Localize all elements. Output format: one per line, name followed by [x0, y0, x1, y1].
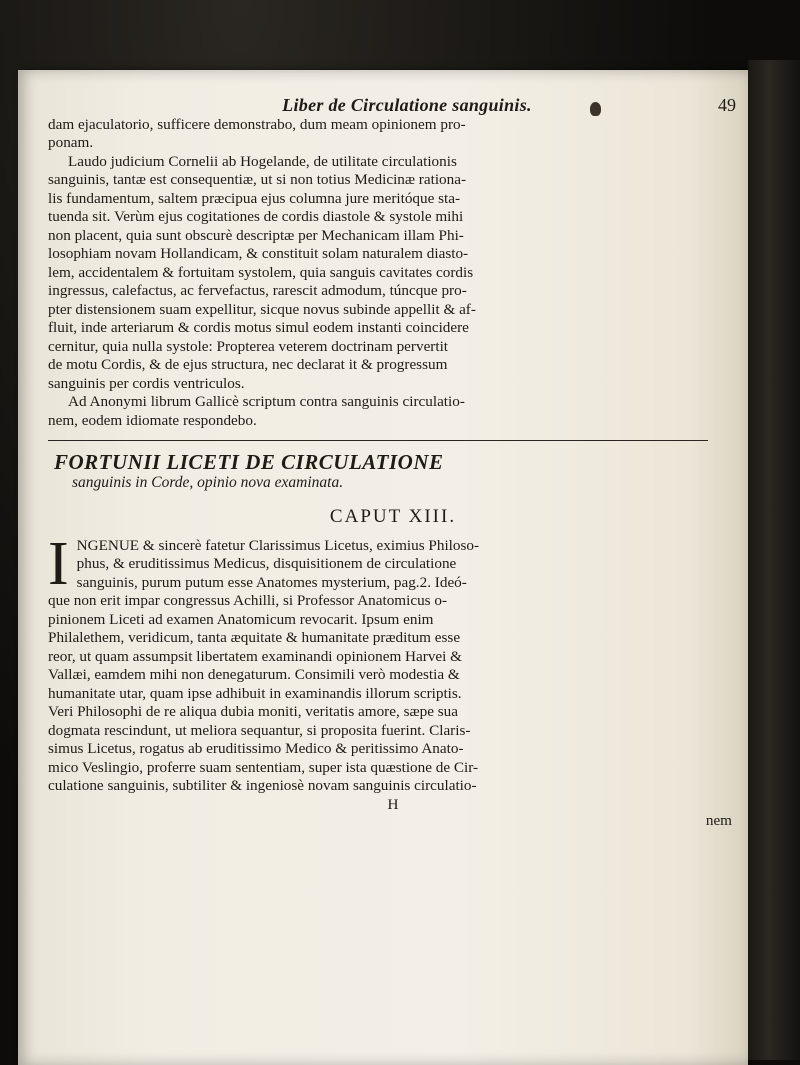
text-line: phus, & eruditissimus Medicus, disquisitionem de circulatione	[76, 555, 457, 572]
text-line: culatione sanguinis, subtiliter & ingeniosè novam sanguinis circulatio-	[48, 777, 477, 794]
text-line: cernitur, quia nulla systole: Propterea veterem doctrinam pervertit	[48, 337, 449, 355]
text-line: dam ejaculatorio, sufficere demonstrabo, dum meam opinionem pro-	[48, 115, 466, 133]
text-line: reor, ut quam assumpsit libertatem examinandi opinionem Harvei &	[48, 647, 462, 665]
paragraph-block-top	[48, 116, 738, 431]
text-line: sanguinis, tantæ est consequentiæ, ut si non totius Medicinæ rationa-	[48, 171, 467, 188]
text-line: lis fundamentum, saltem præcipua ejus columna jure meritóque sta-	[48, 189, 461, 207]
signature-mark: H	[387, 795, 399, 813]
page-footer	[48, 796, 738, 836]
text-line: que non erit impar congressus Achilli, si Professor Anatomicus o-	[48, 592, 448, 609]
paragraph-block-chapter	[48, 529, 738, 796]
text-line: nem, eodem idiomate respondebo.	[48, 411, 257, 429]
page-header	[48, 96, 738, 115]
page-edge	[748, 60, 800, 1060]
page-text	[48, 96, 738, 836]
text-line: Vallæi, eamdem mihi non denegaturum. Consimili verò modestia &	[48, 666, 460, 683]
section-subtitle: sanguinis in Corde, opinio nova examinata.	[72, 473, 344, 491]
text-line: sanguinis per cordis ventriculos.	[48, 374, 245, 392]
catchword: nem	[705, 811, 732, 829]
text-line: sanguinis, purum putum esse Anatomes mysterium, pag.2. Ideó-	[76, 573, 467, 591]
text-line: non placent, quia sunt obscurè descriptæ per Mechanicam illam Phi-	[48, 226, 464, 244]
section-title: FORTUNII LICETI DE CIRCULATIONE	[54, 450, 444, 474]
text-line: tuenda sit. Verùm ejus cogitationes de cordis diastole & systole mihi	[48, 208, 464, 225]
text-line: dogmata rescindunt, ut meliora sequantur, si proposita fuerint. Claris-	[48, 721, 471, 739]
chapter-heading: CAPUT XIII.	[329, 506, 457, 527]
text-line: fluit, inde arteriarum & cordis motus simul eodem instanti coincidere	[48, 319, 469, 336]
text-line: ingressus, calefactus, ac fervefactus, rarescit admodum, túncque pro-	[48, 282, 467, 299]
text-line: Laudo judicium Cornelii ab Hogelande, de utilitate circulationis	[68, 152, 457, 170]
section-rule	[48, 440, 708, 441]
page-number: 49	[718, 95, 736, 115]
text-line: NGENUE & sincerè fatetur Clarissimus Licetus, eximius Philoso-	[76, 536, 480, 554]
text-line: Ad Anonymi librum Gallicè scriptum contra sanguinis circulatio-	[68, 393, 465, 410]
text-line: mico Veslingio, proferre suam sententiam, super ista quæstione de Cir-	[48, 758, 479, 776]
text-line: pinionem Liceti ad examen Anatomicum revocarit. Ipsum enim	[48, 610, 434, 628]
text-line: losophiam novam Hollandicam, & constituit solam naturalem diasto-	[48, 245, 469, 262]
text-line: pter distensionem suam expellitur, sicque novus subinde appellit & af-	[48, 300, 476, 318]
text-line: de motu Cordis, & de ejus structura, nec declarat it & progressum	[48, 356, 448, 373]
text-line: simus Licetus, rogatus ab eruditissimo Medico & peritissimo Anato-	[48, 740, 464, 757]
text-line: lem, accidentalem & fortuitam systolem, quia sanguis cavitates cordis	[48, 263, 474, 281]
text-line: humanitate utar, quam ipse adhibuit in examinandis illorum scriptis.	[48, 684, 462, 702]
running-head: Liber de Circulatione sanguinis.	[282, 95, 532, 115]
text-line: Veri Philosophi de re aliqua dubia moniti, veritatis amore, sæpe sua	[48, 703, 458, 720]
text-line: Philalethem, veridicum, tanta æquitate & humanitate præditum esse	[48, 629, 461, 646]
drop-cap: I	[48, 529, 69, 598]
text-line: ponam.	[48, 134, 94, 151]
